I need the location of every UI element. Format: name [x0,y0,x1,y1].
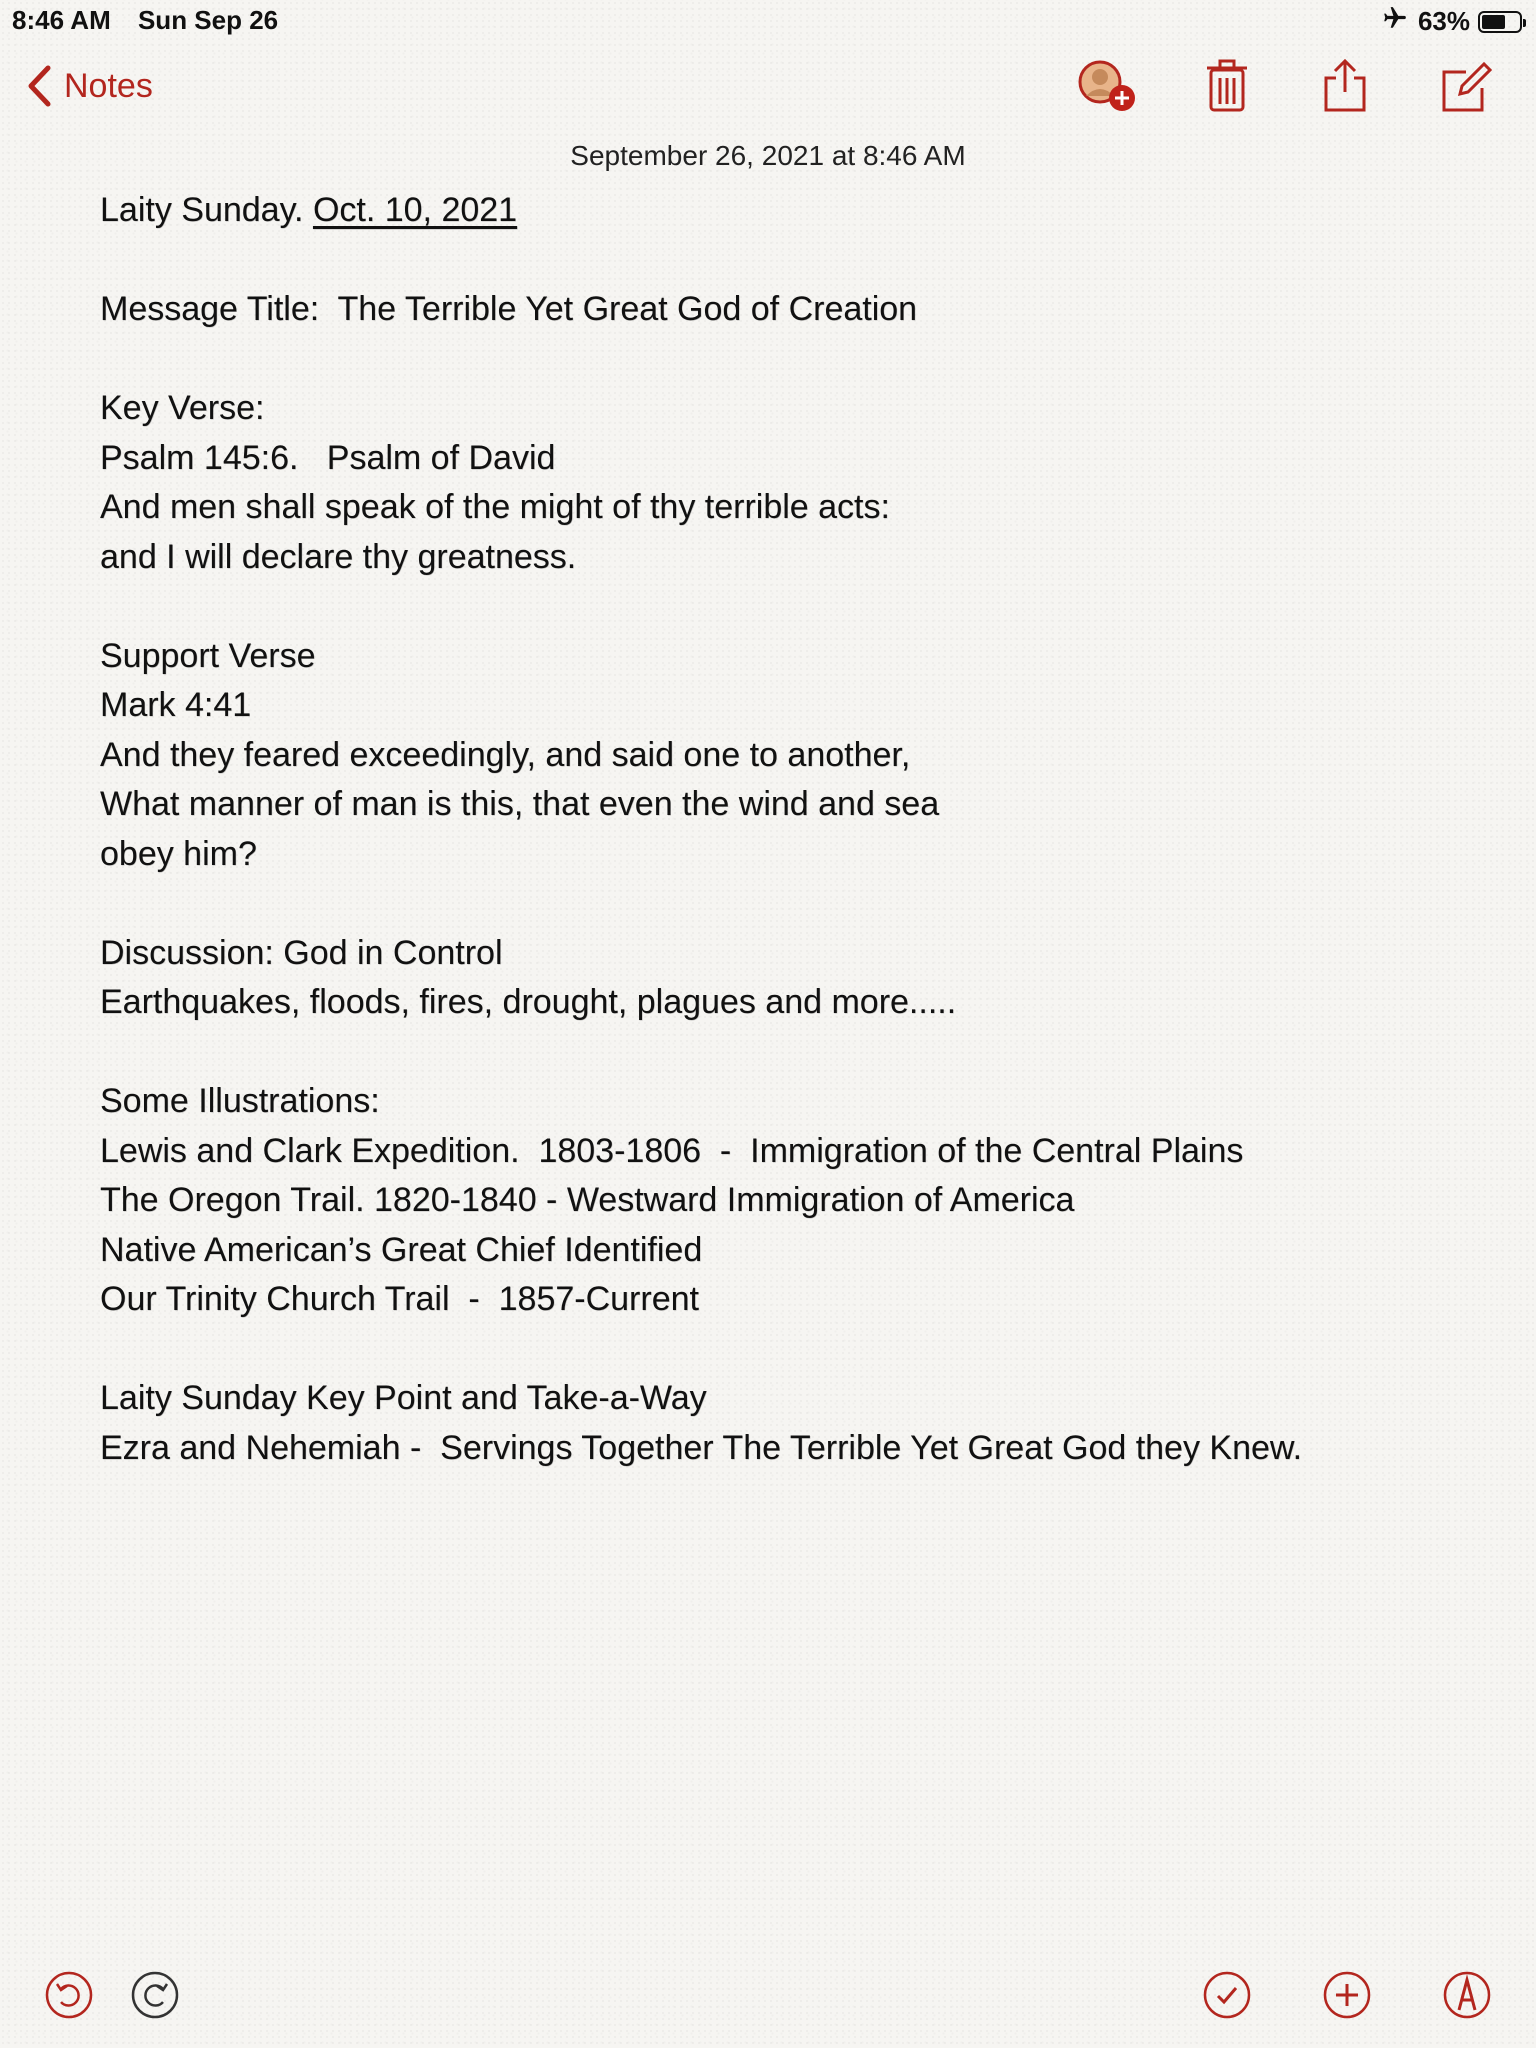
trash-icon[interactable] [1205,58,1249,119]
note-text-line: What manner of man is this, that even the wind and sea [100,785,940,823]
date-link[interactable]: Oct. 10, 2021 [312,191,518,229]
note-text-line: Laity Sunday Key Point and Take-a-Way [100,1379,707,1417]
share-icon[interactable] [1322,58,1368,119]
add-person-icon[interactable] [1070,58,1140,123]
note-text-line: Ezra and Nehemiah - Servings Together The Terrible Yet Great God they Knew. [100,1428,1303,1467]
compose-icon[interactable] [1440,58,1492,119]
note-text-line: Message Title: The Terrible Yet Great God of Creation [100,290,918,328]
note-toolbar [0,58,1536,128]
status-left [12,5,298,36]
note-text-line: The Oregon Trail. 1820-1840 - Westward Immigration of America [100,1181,1075,1219]
note-text-line: Earthquakes, floods, fires, drought, plagues and more..... [100,983,957,1021]
note-text-line: Mark 4:41 [100,686,252,724]
note-text-line: Lewis and Clark Expedition. 1803-1806 - Immigration of the Central Plains [100,1131,1244,1170]
markup-icon[interactable] [1442,1970,1492,2025]
status-date: Sun Sep 26 [137,5,279,35]
undo-icon[interactable] [44,1970,94,2025]
note-title-line [100,186,1500,236]
note-text-line: Support Verse [100,636,316,675]
battery-percent: 63% [1417,6,1470,36]
note-text-line: Key Verse: [100,389,265,427]
battery-level [1482,15,1505,29]
redo-icon[interactable] [130,1970,180,2025]
bottom-toolbar [0,1970,1536,2026]
battery-icon [1478,11,1522,33]
note-text-line: Some Illustrations: [100,1082,380,1120]
note-date-header: September 26, 2021 at 8:46 AM [570,140,966,171]
airplane-icon [1380,5,1410,38]
note-text-line: Native American’s Great Chief Identified [100,1230,703,1269]
add-icon[interactable] [1322,1970,1372,2025]
back-to-notes-button[interactable] [26,64,153,108]
note-blank-line [100,236,1500,286]
back-button-label: Notes [64,66,153,105]
note-title-text: Laity Sunday. [100,191,313,229]
note-blank-line [100,879,1500,929]
status-time: 8:46 AM [12,5,111,35]
status-right [1380,5,1522,38]
note-blank-line [100,582,1500,632]
note-text-line: Discussion: God in Control [100,933,503,972]
note-text-line: obey him? [100,834,257,873]
note-text-line: Our Trinity Church Trail - 1857-Current [100,1280,699,1318]
checklist-icon[interactable] [1202,1970,1252,2025]
note-blank-line [100,1028,1500,1078]
chevron-left-icon [26,64,52,108]
note-text-line: And men shall speak of the might of thy terrible acts: [100,488,890,526]
note-text-line: And they feared exceedingly, and said one to another, [100,735,911,774]
note-blank-line [100,335,1500,385]
note-text-line: Psalm 145:6. Psalm of David [100,438,556,477]
status-bar [0,0,1536,40]
note-body[interactable] [100,186,1500,1473]
note-text-line: and I will declare thy greatness. [100,537,577,576]
note-blank-line [100,1325,1500,1375]
